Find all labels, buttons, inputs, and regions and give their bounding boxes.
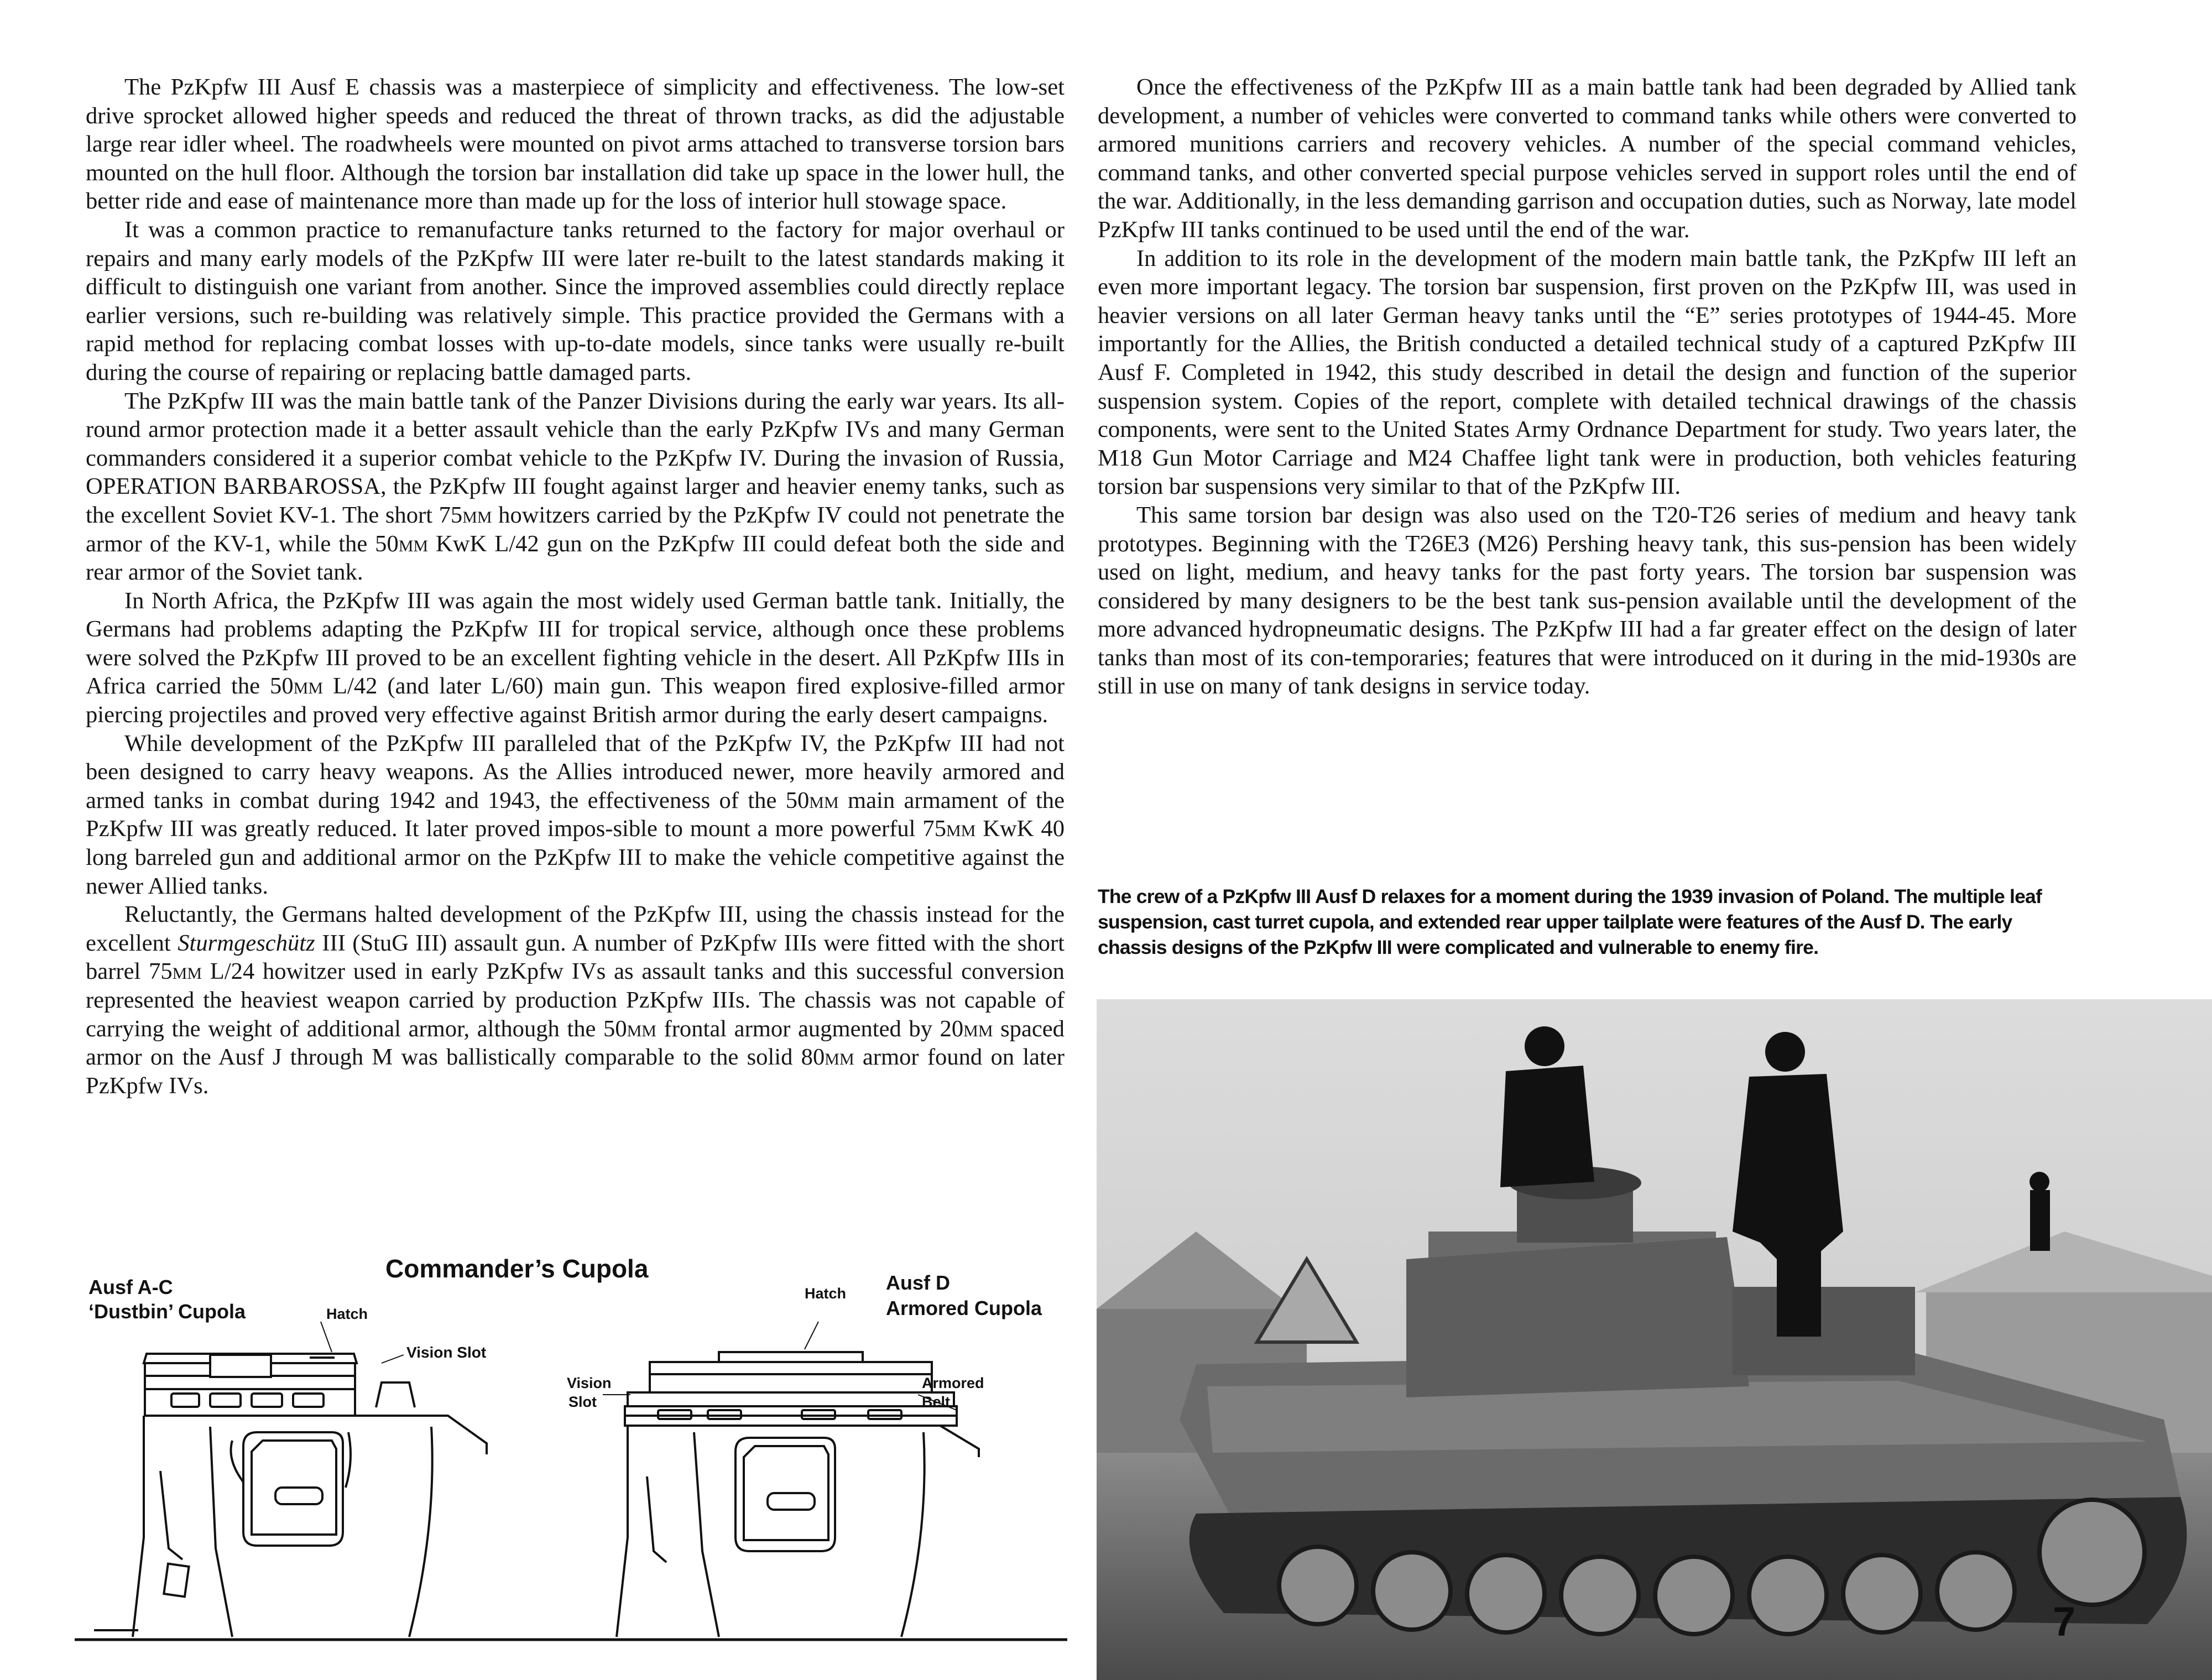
right-cupola-label: Armored Cupola xyxy=(886,1297,1042,1319)
paragraph: It was a common practice to remanufacture tanks returned to the factory for major overhaul or repairs and many early models of the PzKpfw III were later re-built to the latest standards making it difficult to distinguish one variant from another. Since the improved assemblies could directly replace earlier versions, such re-building was relatively simple. This practice provided the Germans with a rapid method for replacing combat losses with up-to-date models, since tanks were usually re-built during the course of repairing or replacing battle damaged parts. xyxy=(86,216,1065,385)
right-cupola-label: Ausf D xyxy=(886,1271,950,1294)
left-vision-slot-label: Vision Slot xyxy=(406,1344,487,1361)
left-cupola-label: Ausf A-C xyxy=(88,1276,173,1298)
left-text-column xyxy=(86,73,1065,1100)
paragraph: The PzKpfw III was the main battle tank of the Panzer Divisions during the early war years. Its all-round armor protection made it a better assault vehicle than the early PzKpfw IVs and many German commanders considered it a superior combat vehicle to the PzKpfw IV. During the invasion of Russia, OPERATION BARBAROSSA, the PzKpfw III fought against larger and heavier enemy tanks, such as the excellent Soviet KV-1. The short 75mm howitzers carried by the PzKpfw IV could not penetrate the armor of the KV-1, while the 50mm KwK L/42 gun on the PzKpfw III could defeat both the side and rear armor of the Soviet tank. xyxy=(86,388,1065,586)
paragraph: Reluctantly, the Germans halted development of the PzKpfw III, using the chassis instead for the excellent Sturmgeschütz III (StuG III) assault gun. A number of PzKpfw IIIs were fitted with the short barrel 75mm L/24 howitzer used in early PzKpfw IVs as assault tanks and this successful conversion represented the heaviest weapon carried by production PzKpfw IIIs. The chassis was not capable of carrying the weight of additional armor, although the 50mm frontal armor augmented by 20mm spaced armor on the Ausf J through M was ballistically comparable to the solid 80mm armor found on later PzKpfw IVs. xyxy=(86,901,1065,1099)
paragraph: While development of the PzKpfw III paralleled that of the PzKpfw IV, the PzKpfw III had not been designed to carry heavy weapons. As the Allies introduced newer, more heavily armored and armed tanks in combat during 1942 and 1943, the effectiveness of the 50mm main armament of the PzKpfw III was greatly reduced. It later proved impos-sible to mount a more powerful 75mm KwK 40 long barreled gun and additional armor on the PzKpfw III to make the vehicle competitive against the newer Allied tanks. xyxy=(86,730,1065,899)
dustbin-cupola-drawing xyxy=(94,1322,487,1637)
left-hatch-label: Hatch xyxy=(326,1306,368,1322)
armored-cupola-drawing xyxy=(603,1322,979,1637)
cupola-diagram xyxy=(72,1250,1067,1648)
paragraph: The PzKpfw III Ausf E chassis was a masterpiece of simplicity and effectiveness. The low-set drive sprocket allowed higher speeds and reduced the threat of thrown tracks, as did the adjustable large rear idler wheel. The roadwheels were mounted on pivot arms attached to transverse torsion bars mounted on the hull floor. Although the torsion bar installation did take up space in the lower hull, the better ride and ease of maintenance more than made up for the loss of interior hull stowage space. xyxy=(86,74,1065,215)
right-vision-slot-label: Vision xyxy=(567,1375,612,1391)
tank-photograph xyxy=(1097,999,2212,1680)
left-cupola-label: ‘Dustbin’ Cupola xyxy=(88,1300,246,1323)
page-number: 7 xyxy=(2053,1599,2076,1645)
photo-caption: The crew of a PzKpfw III Ausf D relaxes for a moment during the 1939 invasion of Poland. The multiple leaf suspension, cast turret cupola, and extended rear upper tailplate were features of the Ausf D. The early chassis designs of the PzKpfw III were complicated and vulnerable to enemy fire. xyxy=(1098,885,2042,958)
diagram-title: Commander’s Cupola xyxy=(385,1254,649,1283)
paragraph: In addition to its role in the development of the modern main battle tank, the PzKpfw III left an even more important legacy. The torsion bar suspension, first proven on the PzKpfw III, was used in heavier versions on all later German heavy tanks until the “E” series prototypes of 1944-45. More importantly for the Allies, the British conducted a detailed technical study of a captured PzKpfw III Ausf F. Completed in 1942, this study described in detail the design and function of the superior suspension system. Copies of the report, complete with detailed technical drawings of the chassis components, were sent to the United States Army Ordnance Department for study. Two years later, the M18 Gun Motor Carriage and M24 Chaffee light tank were in production, both vehicles featuring torsion bar suspensions very similar to that of the PzKpfw III. xyxy=(1098,245,2077,500)
right-vision-slot-label: Slot xyxy=(568,1394,597,1410)
paragraph: This same torsion bar design was also used on the T20-T26 series of medium and heavy tank prototypes. Beginning with the T26E3 (M26) Pershing heavy tank, this sus-pension has been widely used on light, medium, and heavy tanks for the past forty years. The torsion bar suspension was considered by many designers to be the best tank sus-pension available until the development of the more advanced hydropneumatic designs. The PzKpfw III had a far greater effect on the design of later tanks than most of its con-temporaries; features that were introduced on it during in the mid-1930s are still in use on many of tank designs in service today. xyxy=(1098,502,2077,700)
right-text-column xyxy=(1098,73,2077,701)
right-hatch-label: Hatch xyxy=(805,1285,847,1302)
right-armored-belt-label: Armored xyxy=(922,1375,984,1391)
paragraph: Once the effectiveness of the PzKpfw III as a main battle tank had been degraded by Allied tank development, a number of vehicles were converted to command tanks while others were converted to armored munitions carriers and recovery vehicles. A number of the special command vehicles, command tanks, and other converted special purpose vehicles served in support roles until the end of the war. Additionally, in the less demanding garrison and occupation duties, such as Norway, late model PzKpfw III tanks continued to be used until the end of the war. xyxy=(1098,74,2077,243)
paragraph: In North Africa, the PzKpfw III was again the most widely used German battle tank. Initially, the Germans had problems adapting the PzKpfw III for tropical service, although once these problems were solved the PzKpfw III proved to be an excellent fighting vehicle in the desert. All PzKpfw IIIs in Africa carried the 50mm L/42 (and later L/60) main gun. This weapon fired explosive-filled armor piercing projectiles and proved very effective against British armor during the early desert campaigns. xyxy=(86,587,1065,728)
right-armored-belt-label: Belt xyxy=(922,1394,951,1410)
